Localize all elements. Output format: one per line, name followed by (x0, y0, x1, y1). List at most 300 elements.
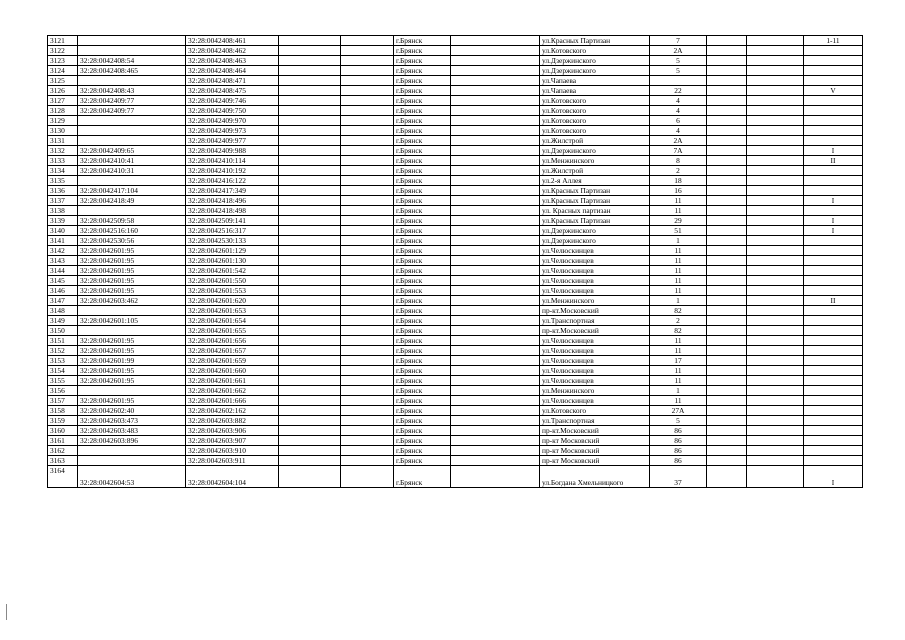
table-row (48, 236, 863, 246)
column-10-cell (707, 386, 747, 396)
city-cell: г.Брянск (394, 356, 451, 366)
column-11-cell (747, 446, 804, 456)
column-10-cell (707, 396, 747, 406)
city-cell: г.Брянск (394, 446, 451, 456)
column-7-cell (451, 96, 540, 106)
street-cell: ул.Чапаева (540, 76, 650, 86)
street-cell: ул.Транспортная (540, 416, 650, 426)
column-10-cell (707, 66, 747, 76)
street-cell: ул.Челюскинцев (540, 346, 650, 356)
parcel-cadastral-number-cell: 32:28:0042409:65 (78, 146, 186, 156)
street-cell: ул.Челюскинцев (540, 356, 650, 366)
column-4-cell (279, 386, 341, 396)
column-5-cell (341, 266, 394, 276)
building-cadastral-number-cell: 32:28:0042601:654 (186, 316, 279, 326)
column-10-cell (707, 46, 747, 56)
street-cell: ул.Котовского (540, 96, 650, 106)
building-cadastral-number-cell: 32:28:0042603:907 (186, 436, 279, 446)
street-cell: ул.Дзержинского (540, 66, 650, 76)
row-number-cell: 3122 (48, 46, 78, 56)
building-cadastral-number-cell: 32:28:0042408:461 (186, 36, 279, 46)
column-7-cell (451, 146, 540, 156)
column-7-cell (451, 206, 540, 216)
city-cell: г.Брянск (394, 416, 451, 426)
column-11-cell (747, 366, 804, 376)
building-cadastral-number-cell: 32:28:0042417:349 (186, 186, 279, 196)
house-number-cell: 2 (650, 166, 707, 176)
column-4-cell (279, 186, 341, 196)
street-cell: ул.Котовского (540, 126, 650, 136)
parcel-cadastral-number-cell: 32:28:0042603:483 (78, 426, 186, 436)
column-5-cell (341, 196, 394, 206)
building-cadastral-number-cell: 32:28:0042409:988 (186, 146, 279, 156)
city-cell: г.Брянск (394, 216, 451, 226)
column-4-cell (279, 416, 341, 426)
street-cell: ул.Котовского (540, 46, 650, 56)
table-row (48, 366, 863, 376)
category-code-cell (804, 56, 863, 66)
column-5-cell (341, 76, 394, 86)
parcel-cadastral-number-cell: 32:28:0042601:95 (78, 246, 186, 256)
city-cell: г.Брянск (394, 296, 451, 306)
category-code-cell (804, 346, 863, 356)
building-cadastral-number-cell: 32:28:0042601:660 (186, 366, 279, 376)
column-11-cell (747, 176, 804, 186)
column-4-cell (279, 326, 341, 336)
category-code-cell: I (804, 466, 863, 488)
column-4-cell (279, 466, 341, 488)
column-4-cell (279, 286, 341, 296)
house-number-cell: 37 (650, 466, 707, 488)
column-10-cell (707, 206, 747, 216)
column-4-cell (279, 316, 341, 326)
column-10-cell (707, 276, 747, 286)
column-7-cell (451, 156, 540, 166)
parcel-cadastral-number-cell (78, 326, 186, 336)
column-7-cell (451, 166, 540, 176)
column-10-cell (707, 446, 747, 456)
parcel-cadastral-number-cell: 32:28:0042516:160 (78, 226, 186, 236)
city-cell: г.Брянск (394, 426, 451, 436)
column-11-cell (747, 86, 804, 96)
table-row (48, 316, 863, 326)
column-4-cell (279, 56, 341, 66)
city-cell: г.Брянск (394, 146, 451, 156)
street-cell: ул.Богдана Хмельницкого (540, 466, 650, 488)
column-7-cell (451, 226, 540, 236)
street-cell: ул. Красных партизан (540, 206, 650, 216)
column-5-cell (341, 276, 394, 286)
table-row (48, 106, 863, 116)
column-7-cell (451, 246, 540, 256)
column-7-cell (451, 76, 540, 86)
table-row (48, 156, 863, 166)
column-11-cell (747, 106, 804, 116)
column-10-cell (707, 336, 747, 346)
category-code-cell (804, 316, 863, 326)
parcel-cadastral-number-cell (78, 176, 186, 186)
category-code-cell (804, 366, 863, 376)
margin-mark (6, 604, 7, 620)
parcel-cadastral-number-cell: 32:28:0042604:53 (78, 466, 186, 488)
table-row (48, 306, 863, 316)
parcel-cadastral-number-cell: 32:28:0042601:95 (78, 276, 186, 286)
column-5-cell (341, 186, 394, 196)
table-row (48, 336, 863, 346)
column-5-cell (341, 466, 394, 488)
building-cadastral-number-cell: 32:28:0042601:553 (186, 286, 279, 296)
house-number-cell: 11 (650, 286, 707, 296)
house-number-cell: 5 (650, 56, 707, 66)
column-11-cell (747, 66, 804, 76)
column-7-cell (451, 236, 540, 246)
column-11-cell (747, 166, 804, 176)
street-cell: ул.Челюскинцев (540, 246, 650, 256)
table-row (48, 466, 863, 488)
city-cell: г.Брянск (394, 376, 451, 386)
row-number-cell: 3138 (48, 206, 78, 216)
category-code-cell (804, 106, 863, 116)
row-number-cell: 3144 (48, 266, 78, 276)
house-number-cell: 4 (650, 106, 707, 116)
column-11-cell (747, 216, 804, 226)
building-cadastral-number-cell: 32:28:0042601:130 (186, 256, 279, 266)
column-7-cell (451, 186, 540, 196)
column-4-cell (279, 216, 341, 226)
table-row (48, 226, 863, 236)
table-row (48, 246, 863, 256)
row-number-cell: 3157 (48, 396, 78, 406)
category-code-cell (804, 396, 863, 406)
column-10-cell (707, 266, 747, 276)
building-cadastral-number-cell: 32:28:0042601:542 (186, 266, 279, 276)
house-number-cell: 11 (650, 196, 707, 206)
house-number-cell: 11 (650, 376, 707, 386)
city-cell: г.Брянск (394, 136, 451, 146)
city-cell: г.Брянск (394, 186, 451, 196)
column-10-cell (707, 76, 747, 86)
parcel-cadastral-number-cell: 32:28:0042601:99 (78, 356, 186, 366)
column-4-cell (279, 366, 341, 376)
street-cell: ул.Котовского (540, 406, 650, 416)
column-10-cell (707, 316, 747, 326)
parcel-cadastral-number-cell: 32:28:0042408:54 (78, 56, 186, 66)
table-row (48, 146, 863, 156)
column-11-cell (747, 376, 804, 386)
column-4-cell (279, 306, 341, 316)
city-cell: г.Брянск (394, 366, 451, 376)
column-7-cell (451, 346, 540, 356)
street-cell: ул.Жилстрой (540, 136, 650, 146)
column-10-cell (707, 296, 747, 306)
row-number-cell: 3161 (48, 436, 78, 446)
column-10-cell (707, 456, 747, 466)
row-number-cell: 3153 (48, 356, 78, 366)
row-number-cell: 3137 (48, 196, 78, 206)
table-row (48, 356, 863, 366)
row-number-cell: 3149 (48, 316, 78, 326)
parcel-cadastral-number-cell: 32:28:0042603:896 (78, 436, 186, 446)
category-code-cell: I (804, 196, 863, 206)
table-row (48, 326, 863, 336)
column-5-cell (341, 56, 394, 66)
column-5-cell (341, 246, 394, 256)
column-4-cell (279, 96, 341, 106)
row-number-cell: 3162 (48, 446, 78, 456)
row-number-cell: 3151 (48, 336, 78, 346)
column-4-cell (279, 446, 341, 456)
city-cell: г.Брянск (394, 386, 451, 396)
column-11-cell (747, 196, 804, 206)
table-row (48, 136, 863, 146)
column-11-cell (747, 256, 804, 266)
city-cell: г.Брянск (394, 196, 451, 206)
column-4-cell (279, 136, 341, 146)
category-code-cell: II (804, 156, 863, 166)
column-11-cell (747, 426, 804, 436)
column-4-cell (279, 36, 341, 46)
category-code-cell: II (804, 296, 863, 306)
column-5-cell (341, 336, 394, 346)
house-number-cell: 29 (650, 216, 707, 226)
building-cadastral-number-cell: 32:28:0042601:653 (186, 306, 279, 316)
table-row (48, 176, 863, 186)
registry-table (47, 35, 863, 488)
house-number-cell: 2 (650, 316, 707, 326)
category-code-cell (804, 206, 863, 216)
column-5-cell (341, 126, 394, 136)
parcel-cadastral-number-cell: 32:28:0042601:95 (78, 336, 186, 346)
table-row (48, 386, 863, 396)
city-cell: г.Брянск (394, 166, 451, 176)
row-number-cell: 3130 (48, 126, 78, 136)
house-number-cell: 4 (650, 96, 707, 106)
house-number-cell: 11 (650, 256, 707, 266)
row-number-cell: 3155 (48, 376, 78, 386)
city-cell: г.Брянск (394, 46, 451, 56)
parcel-cadastral-number-cell: 32:28:0042418:49 (78, 196, 186, 206)
category-code-cell (804, 406, 863, 416)
column-5-cell (341, 456, 394, 466)
city-cell: г.Брянск (394, 266, 451, 276)
column-5-cell (341, 156, 394, 166)
column-4-cell (279, 456, 341, 466)
category-code-cell: I (804, 226, 863, 236)
column-7-cell (451, 56, 540, 66)
table-row (48, 66, 863, 76)
house-number-cell: 7 (650, 36, 707, 46)
city-cell: г.Брянск (394, 396, 451, 406)
column-4-cell (279, 106, 341, 116)
city-cell: г.Брянск (394, 116, 451, 126)
column-7-cell (451, 266, 540, 276)
city-cell: г.Брянск (394, 336, 451, 346)
row-number-cell: 3154 (48, 366, 78, 376)
column-7-cell (451, 296, 540, 306)
street-cell: ул.Красных Партизан (540, 36, 650, 46)
column-11-cell (747, 306, 804, 316)
column-4-cell (279, 336, 341, 346)
column-11-cell (747, 356, 804, 366)
column-7-cell (451, 376, 540, 386)
column-5-cell (341, 256, 394, 266)
street-cell: ул.Красных Партизан (540, 216, 650, 226)
category-code-cell (804, 436, 863, 446)
table-row (48, 166, 863, 176)
column-4-cell (279, 376, 341, 386)
row-number-cell: 3126 (48, 86, 78, 96)
column-11-cell (747, 186, 804, 196)
house-number-cell: 86 (650, 446, 707, 456)
building-cadastral-number-cell: 32:28:0042604:104 (186, 466, 279, 488)
house-number-cell (650, 76, 707, 86)
column-5-cell (341, 206, 394, 216)
table-row (48, 286, 863, 296)
city-cell: г.Брянск (394, 276, 451, 286)
house-number-cell: 8 (650, 156, 707, 166)
building-cadastral-number-cell: 32:28:0042408:475 (186, 86, 279, 96)
row-number-cell: 3163 (48, 456, 78, 466)
column-5-cell (341, 296, 394, 306)
row-number-cell: 3127 (48, 96, 78, 106)
column-11-cell (747, 386, 804, 396)
house-number-cell: 16 (650, 186, 707, 196)
column-10-cell (707, 366, 747, 376)
street-cell: ул.Челюскинцев (540, 256, 650, 266)
city-cell: г.Брянск (394, 106, 451, 116)
column-4-cell (279, 206, 341, 216)
column-10-cell (707, 36, 747, 46)
column-11-cell (747, 416, 804, 426)
house-number-cell: 2А (650, 136, 707, 146)
parcel-cadastral-number-cell (78, 46, 186, 56)
table-row (48, 276, 863, 286)
column-11-cell (747, 226, 804, 236)
building-cadastral-number-cell: 32:28:0042409:750 (186, 106, 279, 116)
parcel-cadastral-number-cell: 32:28:0042409:77 (78, 106, 186, 116)
house-number-cell: 18 (650, 176, 707, 186)
building-cadastral-number-cell: 32:28:0042601:661 (186, 376, 279, 386)
column-10-cell (707, 286, 747, 296)
column-11-cell (747, 276, 804, 286)
parcel-cadastral-number-cell (78, 386, 186, 396)
row-number-cell: 3136 (48, 186, 78, 196)
building-cadastral-number-cell: 32:28:0042601:655 (186, 326, 279, 336)
parcel-cadastral-number-cell (78, 76, 186, 86)
column-5-cell (341, 346, 394, 356)
parcel-cadastral-number-cell: 32:28:0042601:95 (78, 396, 186, 406)
parcel-cadastral-number-cell: 32:28:0042602:40 (78, 406, 186, 416)
building-cadastral-number-cell: 32:28:0042409:973 (186, 126, 279, 136)
category-code-cell (804, 376, 863, 386)
column-10-cell (707, 196, 747, 206)
column-5-cell (341, 356, 394, 366)
column-5-cell (341, 46, 394, 56)
category-code-cell: I (804, 146, 863, 156)
category-code-cell (804, 116, 863, 126)
column-4-cell (279, 246, 341, 256)
parcel-cadastral-number-cell (78, 36, 186, 46)
table-row (48, 116, 863, 126)
city-cell: г.Брянск (394, 126, 451, 136)
city-cell: г.Брянск (394, 66, 451, 76)
column-7-cell (451, 126, 540, 136)
column-5-cell (341, 166, 394, 176)
table-row (48, 426, 863, 436)
column-7-cell (451, 176, 540, 186)
column-11-cell (747, 266, 804, 276)
house-number-cell: 11 (650, 246, 707, 256)
column-7-cell (451, 46, 540, 56)
column-11-cell (747, 346, 804, 356)
row-number-cell: 3164 (48, 466, 78, 488)
column-5-cell (341, 386, 394, 396)
category-code-cell (804, 356, 863, 366)
parcel-cadastral-number-cell: 32:28:0042509:58 (78, 216, 186, 226)
street-cell: ул.Менжинского (540, 156, 650, 166)
city-cell: г.Брянск (394, 36, 451, 46)
category-code-cell (804, 76, 863, 86)
row-number-cell: 3124 (48, 66, 78, 76)
row-number-cell: 3123 (48, 56, 78, 66)
column-5-cell (341, 216, 394, 226)
column-5-cell (341, 446, 394, 456)
street-cell: ул.Дзержинского (540, 56, 650, 66)
column-7-cell (451, 196, 540, 206)
street-cell: ул.Дзержинского (540, 236, 650, 246)
table-row (48, 346, 863, 356)
building-cadastral-number-cell: 32:28:0042418:496 (186, 196, 279, 206)
row-number-cell: 3131 (48, 136, 78, 146)
table-row (48, 396, 863, 406)
row-number-cell: 3152 (48, 346, 78, 356)
column-11-cell (747, 436, 804, 446)
column-10-cell (707, 416, 747, 426)
column-11-cell (747, 396, 804, 406)
street-cell: ул.Красных Партизан (540, 196, 650, 206)
building-cadastral-number-cell: 32:28:0042601:662 (186, 386, 279, 396)
column-4-cell (279, 146, 341, 156)
house-number-cell: 27А (650, 406, 707, 416)
building-cadastral-number-cell: 32:28:0042408:464 (186, 66, 279, 76)
category-code-cell (804, 426, 863, 436)
column-5-cell (341, 436, 394, 446)
city-cell: г.Брянск (394, 406, 451, 416)
column-10-cell (707, 176, 747, 186)
column-10-cell (707, 56, 747, 66)
house-number-cell: 11 (650, 366, 707, 376)
column-10-cell (707, 346, 747, 356)
parcel-cadastral-number-cell (78, 306, 186, 316)
city-cell: г.Брянск (394, 96, 451, 106)
house-number-cell: 11 (650, 396, 707, 406)
row-number-cell: 3147 (48, 296, 78, 306)
column-4-cell (279, 176, 341, 186)
house-number-cell: 17 (650, 356, 707, 366)
column-5-cell (341, 66, 394, 76)
city-cell: г.Брянск (394, 326, 451, 336)
building-cadastral-number-cell: 32:28:0042409:746 (186, 96, 279, 106)
column-5-cell (341, 396, 394, 406)
street-cell: ул.Чапаева (540, 86, 650, 96)
row-number-cell: 3134 (48, 166, 78, 176)
parcel-cadastral-number-cell: 32:28:0042410:41 (78, 156, 186, 166)
column-4-cell (279, 226, 341, 236)
table-row (48, 456, 863, 466)
street-cell: ул.Челюскинцев (540, 366, 650, 376)
city-cell: г.Брянск (394, 86, 451, 96)
column-7-cell (451, 336, 540, 346)
